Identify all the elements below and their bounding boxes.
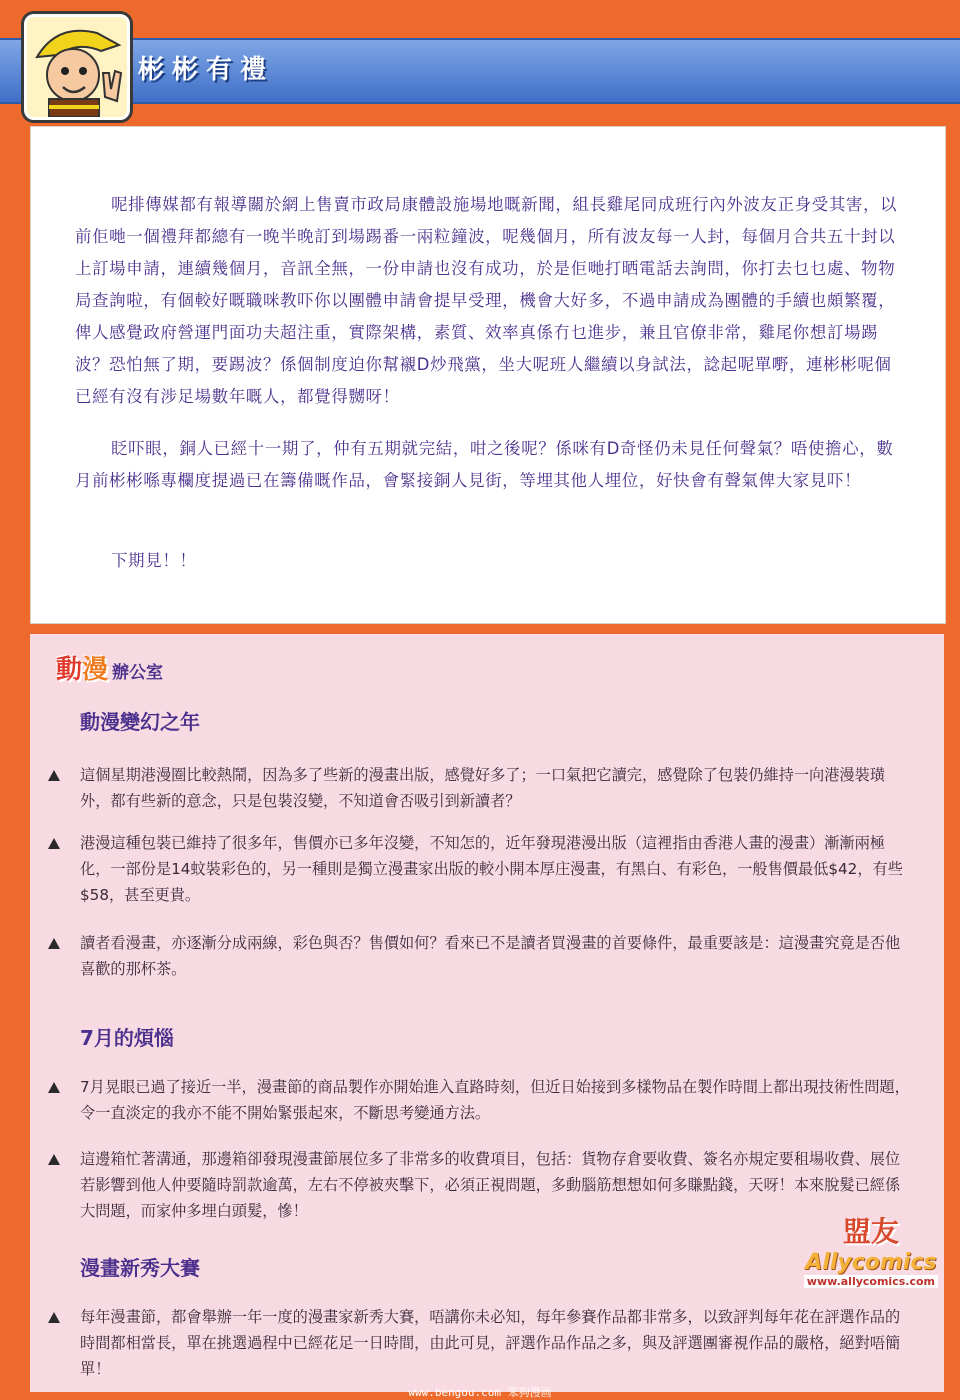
logo-char: 漫 [82, 655, 109, 685]
mascot-boy-icon [27, 17, 127, 117]
letter-paragraph: 下期見！！ [111, 551, 197, 570]
watermark-cn: 盟友 [842, 1215, 899, 1248]
triangle-bullet-icon [48, 1082, 60, 1093]
letter-paragraph: 眨吓眼，銅人已經十一期了，仲有五期就完結，咁之後呢？係咪有D奇怪仍未見任何聲氣？唔使擔心，數月前彬彬喺專欄度提過已在籌備嘅作品，會緊接銅人見街，等埋其他人埋位，好快會有聲氣俾大家見吓！ [75, 439, 894, 490]
triangle-bullet-icon [48, 938, 60, 949]
letter-panel [30, 126, 946, 624]
footer-credit: www.bengou.com 笨狗漫画 [408, 1386, 552, 1399]
publisher-watermark [804, 1210, 938, 1288]
list-item [48, 930, 910, 982]
list-item [48, 1146, 910, 1224]
section-title: 7月的煩惱 [80, 1026, 174, 1050]
letter-paragraph: 呢排傳媒都有報導關於網上售賣市政局康體設施場地嘅新聞，組長雞尾同成班行內外波友正身受其害，以前佢哋一個禮拜都總有一晚半晚訂到場踢番一兩粒鐘波，呢幾個月，所有波友每一人封，每個月合共五十封以上訂場申請，連續幾個月，音訊全無，一份申請也沒有成功，於是佢哋打晒電話去詢問，你打去乜乜處、物物局查詢啦，有個較好嘅職咪教吓你以團體申請會提早受理，機會大好多，不過申請成為團體的手續也頗繁覆，俾人感覺政府營運門面功夫超注重，實際架構，素質、效率真係冇乜進步，兼且官僚非常，雞尾你想訂場踢波？恐怕無了期，要踢波？係個制度迫你幫襯D炒飛黨，坐大呢班人繼續以身試法，諗起呢單嘢，連彬彬呢個已經有沒有涉足場數年嘅人，都覺得嬲呀！ [75, 195, 898, 406]
list-item-text: 讀者看漫畫，亦逐漸分成兩線，彩色與否？售價如何？看來已不是讀者買漫畫的首要條件，最重要該是：這漫畫究竟是否他喜歡的那杯茶。 [80, 934, 901, 978]
page-title: 彬彬有禮 [138, 55, 275, 85]
triangle-bullet-icon [48, 838, 60, 849]
list-item-text: 港漫這種包裝已維持了很多年，售價亦已多年沒變，不知怎的，近年發現港漫出版（這裡指由香港人畫的漫畫）漸漸兩極化，一部份是14蚊裝彩色的，另一種則是獨立漫畫家出版的較小開本厚庄漫畫，有黑白、有彩色，一般售價最低$42，有些$58，甚至更貴。 [80, 834, 903, 904]
list-item-text: 每年漫畫節，都會舉辦一年一度的漫畫家新秀大賽，唔講你未必知，每年參賽作品都非常多，以致評判每年花在評選作品的時間都相當長，單在挑選過程中已經花足一日時間，由此可見，評選作品作品之多，與及評選團審視作品的嚴格，絕對唔簡單！ [80, 1308, 901, 1378]
list-item-text: 這個星期港漫圈比較熱鬧，因為多了些新的漫畫出版，感覺好多了；一口氣把它讀完，感覺除了包裝仍維持一向港漫裝璜外，都有些新的意念，只是包裝沒變，不知道會否吸引到新讀者？ [80, 766, 885, 810]
triangle-bullet-icon [48, 770, 60, 781]
list-item [48, 1304, 910, 1382]
list-item-text: 7月晃眼已過了接近一半，漫畫節的商品製作亦開始進入直路時刻，但近日始接到多樣物品在製作時間上都出現技術性問題，令一直淡定的我亦不能不開始緊張起來，不斷思考變通方法。 [80, 1078, 910, 1122]
list-item [48, 830, 910, 908]
logo-char: 動 [56, 655, 83, 685]
watermark-url: www.allycomics.com [804, 1275, 938, 1288]
mascot-avatar [24, 14, 130, 120]
list-item [48, 1074, 910, 1126]
logo-subtitle: 辦公室 [112, 663, 164, 683]
list-item-text: 這邊箱忙著溝通，那邊箱卻發現漫畫節展位多了非常多的收費項目，包括：貨物存倉要收費、簽名亦規定要租場收費、展位若影響到他人仲要隨時罰款逾萬，左右不停被夾擊下，必須正視問題，多動腦筋想想如何多賺點錢，天呀！本來脫髮已經係大問題，而家仲多埋白頭髮，慘！ [80, 1150, 901, 1220]
section-title: 漫畫新秀大賽 [80, 1256, 200, 1280]
triangle-bullet-icon [48, 1154, 60, 1165]
section-logo [56, 654, 163, 686]
section-title: 動漫變幻之年 [80, 710, 200, 734]
watermark-en: Allycomics [805, 1250, 937, 1275]
list-item [48, 762, 910, 814]
triangle-bullet-icon [48, 1312, 60, 1323]
